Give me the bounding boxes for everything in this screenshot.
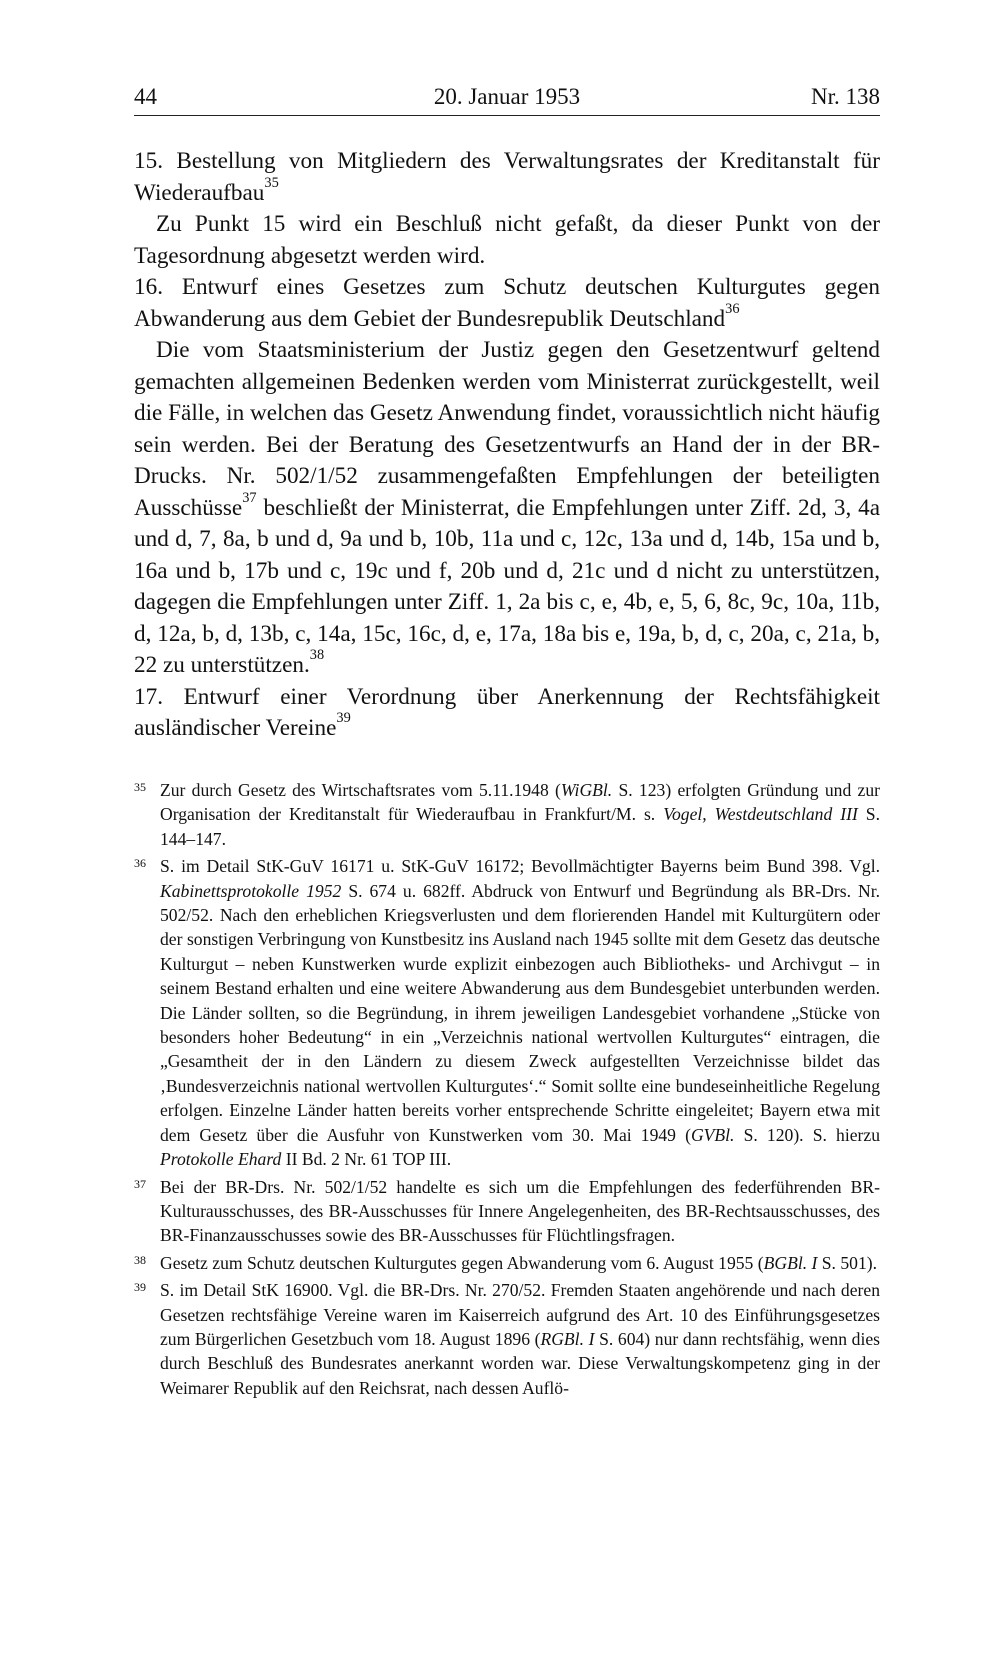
footnote-text: S. 604) nur dann rechtsfähig, wenn dies durch Beschluß des Bundesrates anerkannt worden war. Diese Verwaltungskompetenz ging in der Weimarer Republik auf den Reichsrat, nach dessen Auflö-	[160, 1328, 880, 1398]
footnote-text: Zur durch Gesetz des Wirtschaftsrates vom 5.11.1948 (	[160, 780, 561, 800]
main-text	[134, 146, 880, 745]
footnote-number: 35	[134, 780, 146, 794]
agenda-item-16-body-part1: Die vom Staatsministerium der Justiz gegen den Gesetzentwurf geltend gemachten allgemeinen Bedenken werden vom Ministerrat zurückgestellt, weil die Fälle, in welchen das Gesetz Anwendung findet, voraussichtlich nicht häufig sein werden. Bei der Beratung des Gesetzentwurfs an Hand der in der BR-Drucks. Nr. 502/1/52 zusammengefaßten Empfehlungen der beteiligten Ausschüsse	[134, 337, 880, 521]
agenda-item-17-title: 17. Entwurf einer Verordnung über Anerkennung der Rechtsfähigkeit ausländischer Vereine	[134, 683, 880, 741]
agenda-item-16-title: 16. Entwurf eines Gesetzes zum Schutz deutschen Kulturgutes gegen Abwanderung aus dem Gebiet der Bundesrepublik Deutschland	[134, 274, 880, 332]
footnote-35	[134, 778, 880, 851]
footnote-text: Gesetz zum Schutz deutschen Kulturgutes gegen Abwanderung vom 6. August 1955 (	[160, 1252, 764, 1273]
footnotes	[134, 778, 880, 1403]
agenda-item-15	[134, 146, 880, 209]
footnote-italic: Vogel, Westdeutschland III	[663, 804, 858, 825]
footnote-ref-37[interactable]: 37	[242, 489, 257, 506]
footnote-ref-38[interactable]: 38	[309, 647, 325, 663]
header-date: 20. Januar 1953	[433, 84, 581, 109]
footnote-text: S. 123) erfolgten Gründung und zur Organisation der Kreditanstalt für Wiederaufbau in Frankfurt/M. s.	[160, 780, 880, 825]
footnote-text: S. im Detail StK-GuV 16171 u. StK-GuV 16172; Bevollmächtigter Bayerns beim Bund 398. Vgl.	[160, 856, 880, 877]
footnote-39	[134, 1278, 880, 1400]
agenda-item-15-body: Zu Punkt 15 wird ein Beschluß nicht gefaßt, da dieser Punkt von der Tagesordnung abgesetzt werden wird.	[134, 211, 880, 269]
footnote-number: 38	[134, 1252, 146, 1267]
footnote-italic: BGBl. I	[763, 1252, 818, 1273]
footnote-number: 37	[134, 1176, 146, 1191]
footnote-italic: Protokolle Ehard	[160, 1149, 282, 1170]
footnote-italic: RGBl. I	[540, 1328, 595, 1349]
footnote-number: 39	[134, 1280, 146, 1295]
footnote-38	[134, 1251, 880, 1275]
footnote-text: S. 674 u. 682ff. Abdruck von Entwurf und Begründung als BR-Drs. Nr. 502/52. Nach den erheblichen Kriegsverlusten und dem florierenden Handel mit Kulturgütern oder der sonstigen Verbringung von Kunstbesitz ins Ausland nach 1945 sollte mit dem Gesetz das deutsche Kulturgut – neben Kunstwerken wurde explizit einbezogen auch Bibliotheks- und Archivgut – in seinem Bestand erhalten und eine weitere Abwanderung aus dem Bundesgebiet unterbunden werden. Die Länder sollten, so die Begründung, in ihrem jeweiligen Landesgebiet vorhandene „Stücke von besonders hoher Bedeutung“ in ein „Verzeichnis national wertvollen Kulturgutes“ eintragen, die „Gesamtheit der in den Ländern zu diesem Zweck aufgestellten Verzeichnisse bildet das ‚Bundesverzeichnis national wertvollen Kulturgutes‘.“ Somit sollte eine bundeseinheitliche Regelung erfolgen. Einzelne Länder hatten bereits vorher entsprechende Schritte eingeleitet; Bayern etwa mit dem Gesetz über die Ausfuhr von Kunstwerken vom 30. Mai 1949 (	[160, 880, 880, 1145]
footnote-italic: GVBl.	[690, 1124, 735, 1145]
agenda-item-17	[134, 682, 880, 745]
page-number: 44	[134, 84, 157, 109]
footnote-text: Bei der BR-Drs. Nr. 502/1/52 handelte es sich um die Empfehlungen des federführenden BR-Kulturausschusses, des BR-Ausschusses für Innere Angelegenheiten, des BR-Rechtsausschusses, des BR-Finanzausschusses sowie des BR-Ausschusses für Flüchtlingsfragen.	[160, 1176, 880, 1246]
agenda-item-16-body	[134, 335, 880, 682]
footnote-italic: WiGBl.	[560, 780, 613, 800]
footnote-number: 36	[134, 856, 146, 871]
footnote-ref-35[interactable]: 35	[264, 174, 279, 191]
agenda-item-15-title: 15. Bestellung von Mitgliedern des Verwaltungsrates der Kreditanstalt für Wiederaufbau	[134, 148, 880, 206]
footnote-text: II Bd. 2 Nr. 61 TOP III.	[281, 1149, 452, 1170]
footnote-ref-36[interactable]: 36	[725, 300, 740, 317]
footnote-text: S. 120). S. hierzu	[734, 1124, 880, 1145]
agenda-item-16	[134, 272, 880, 335]
footnote-text: S. im Detail StK 16900. Vgl. die BR-Drs. Nr. 270/52. Fremden Staaten angehörende und nach deren Gesetzen rechtsfähige Vereine waren im Kaiserreich aufgrund des Art. 10 des Einführungsgesetzes zum Bürgerlichen Gesetzbuch vom 18. August 1896 (	[160, 1280, 880, 1349]
footnote-italic: Kabinettsprotokolle 1952	[160, 880, 342, 901]
agenda-item-16-body-part2: beschließt der Ministerrat, die Empfehlungen unter Ziff. 2d, 3, 4a und d, 7, 8a, b und d, 9a und b, 10b, 11a und c, 12c, 13a und d, 14b, 15a und b, 16a und b, 17b und c, 19c und f, 20b und d, 21c und d nicht zu unterstützen, dagegen die Empfehlungen unter Ziff. 1, 2a bis c, e, 4b, e, 5, 6, 8c, 9c, 10a, 11b, d, 12a, b, d, 13b, c, 14a, 15c, 16c, d, e, 17a, 18a bis e, 19a, b, d, c, 20a, c, 21a, b, 22 zu unterstützen.	[134, 494, 880, 678]
page-header	[134, 82, 880, 116]
footnote-37	[134, 1175, 880, 1248]
footnote-text: S. 501).	[817, 1252, 878, 1273]
header-issue-number: Nr. 138	[811, 84, 880, 109]
footnote-36	[134, 854, 880, 1171]
footnote-ref-39[interactable]: 39	[336, 710, 351, 726]
footnote-text: S. 144–147.	[160, 804, 880, 849]
